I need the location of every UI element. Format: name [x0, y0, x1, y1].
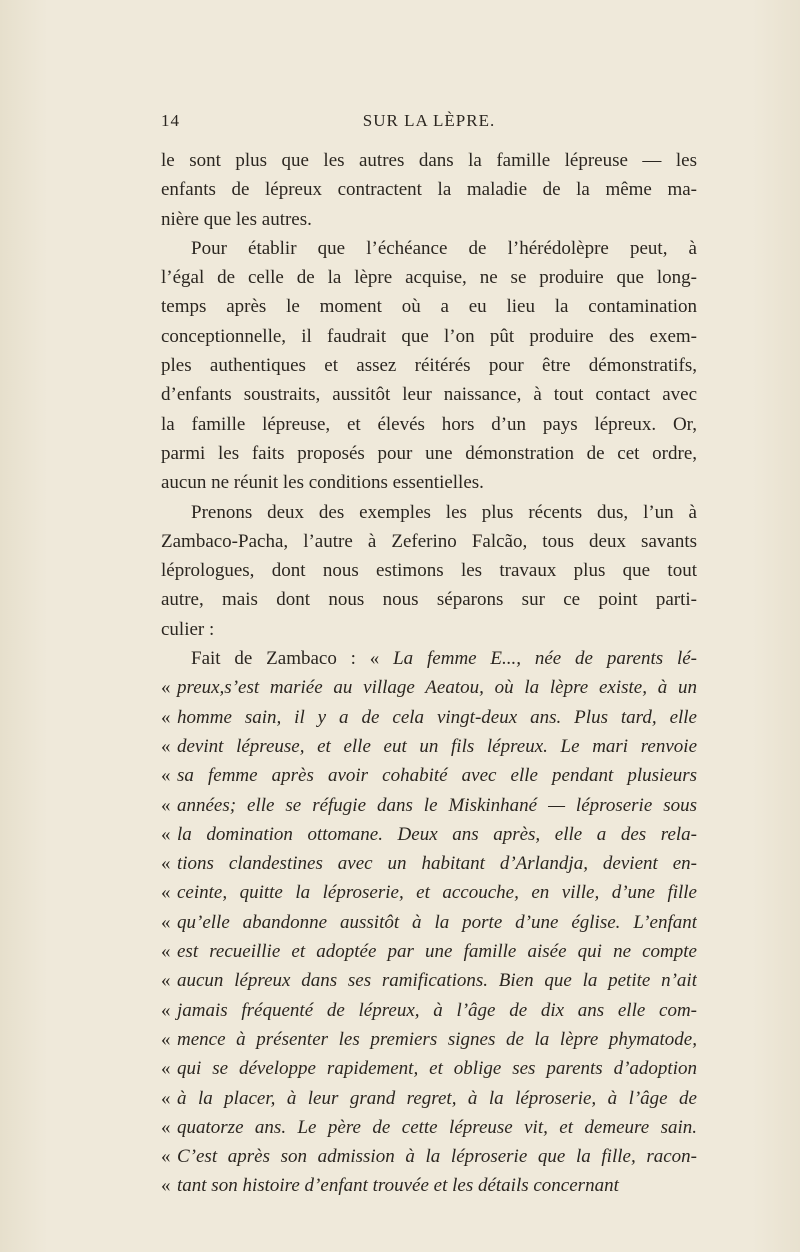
line-text: qu’elle abandonne aussitôt à la porte d’une église. L’enfant: [177, 911, 697, 933]
line-text: années; elle se réfugie dans le Miskinhané — léproserie sous: [177, 794, 697, 816]
text-line: [161, 761, 697, 790]
page-number: 14: [161, 111, 180, 130]
text-line: Zambaco-Pacha, l’autre à Zeferino Falcão, tous deux savants: [161, 530, 697, 552]
text-line: [161, 1084, 697, 1113]
line-text: homme sain, il y a de cela vingt-deux ans. Plus tard, elle: [177, 706, 697, 728]
line-text: aucun lépreux dans ses ramifications. Bien que la petite n’ait: [177, 970, 697, 992]
quote-mark: «: [161, 853, 171, 875]
text-line: [161, 1025, 697, 1054]
line-text: tions clandestines avec un habitant d’Arlandja, devient en-: [177, 853, 697, 875]
text-line: autre, mais dont nous nous séparons sur ce point parti-: [161, 589, 697, 611]
line-text: qui se développe rapidement, et oblige ses parents d’adoption: [177, 1058, 697, 1080]
line-quote-text: La femme E..., née de parents lé-: [393, 648, 697, 670]
text-line: [161, 820, 697, 849]
quote-mark: «: [161, 1028, 171, 1050]
line-text: la domination ottomane. Deux ans après, elle a des rela-: [177, 823, 697, 845]
quote-mark: «: [161, 941, 171, 963]
text-line: [161, 1171, 697, 1200]
text-line: [161, 644, 697, 673]
quote-mark: «: [161, 1116, 171, 1138]
text-line: [161, 937, 697, 966]
running-title: SUR LA LÈPRE.: [362, 111, 496, 130]
running-header: [161, 111, 697, 137]
text-line: ples authentiques et assez réitérés pour être démonstratifs,: [161, 355, 697, 377]
quote-mark: «: [161, 735, 171, 757]
line-text: quatorze ans. Le père de cette lépreuse vit, et demeure sain.: [177, 1116, 697, 1138]
text-line: nière que les autres.: [161, 208, 312, 230]
quote-mark: «: [161, 911, 171, 933]
quote-mark: «: [161, 794, 171, 816]
quote-mark: «: [161, 1175, 171, 1197]
text-line: [161, 1054, 697, 1083]
line-text: mence à présenter les premiers signes de la lèpre phymatode,: [177, 1028, 697, 1050]
text-line: le sont plus que les autres dans la famille lépreuse — les: [161, 150, 697, 171]
quote-mark: «: [161, 999, 171, 1021]
line-lead: Fait de Zambaco : «: [191, 648, 394, 670]
text-line: [161, 1142, 697, 1171]
text-line: [161, 996, 697, 1025]
text-line: [161, 703, 697, 732]
text-line: [161, 966, 697, 995]
quote-mark: «: [161, 765, 171, 787]
text-line: [161, 1113, 697, 1142]
quote-mark: «: [161, 823, 171, 845]
text-line: conceptionnelle, il faudrait que l’on pût produire des exem-: [161, 325, 697, 347]
line-text: sa femme après avoir cohabité avec elle pendant plusieurs: [177, 765, 697, 787]
text-line: [161, 878, 697, 907]
text-line: d’enfants soustraits, aussitôt leur naissance, à tout contact avec: [161, 384, 697, 406]
quote-mark: «: [161, 677, 171, 699]
text-line: temps après le moment où a eu lieu la contamination: [161, 296, 697, 318]
line-text: preux,s’est mariée au village Aeatou, où la lèpre existe, à un: [177, 677, 697, 699]
quote-mark: «: [161, 1058, 171, 1080]
text-line: léprologues, dont nous estimons les travaux plus que tout: [161, 560, 697, 582]
text-line: Prenons deux des exemples les plus récents dus, l’un à: [191, 501, 697, 523]
text-line: aucun ne réunit les conditions essentielles.: [161, 472, 484, 494]
quote-mark: «: [161, 882, 171, 904]
quote-mark: «: [161, 1146, 171, 1168]
text-line: Pour établir que l’échéance de l’hérédolèpre peut, à: [191, 237, 697, 259]
text-line: l’égal de celle de la lèpre acquise, ne se produire que long-: [161, 267, 697, 289]
line-text: ceinte, quitte la léproserie, et accouche, en ville, d’une fille: [177, 882, 697, 904]
text-line: [161, 732, 697, 761]
quote-mark: «: [161, 970, 171, 992]
text-line: [161, 908, 697, 937]
text-line: [161, 791, 697, 820]
line-text: C’est après son admission à la léproserie que la fille, racon-: [177, 1146, 697, 1168]
line-text: devint lépreuse, et elle eut un fils lépreux. Le mari renvoie: [177, 735, 697, 757]
line-text: à la placer, à leur grand regret, à la léproserie, à l’âge de: [177, 1087, 697, 1109]
text-line: enfants de lépreux contractent la maladie de la même ma-: [161, 179, 697, 201]
text-line: parmi les faits proposés pour une démonstration de cet ordre,: [161, 442, 697, 464]
text-line: [161, 673, 697, 702]
line-text: est recueillie et adoptée par une famille aisée qui ne compte: [177, 941, 697, 963]
text-line: culier :: [161, 618, 215, 640]
quote-mark: «: [161, 706, 171, 728]
quote-mark: «: [161, 1087, 171, 1109]
line-text: jamais fréquenté de lépreux, à l’âge de dix ans elle com-: [177, 999, 697, 1021]
text-line: la famille lépreuse, et élevés hors d’un pays lépreux. Or,: [161, 413, 697, 435]
text-line: [161, 849, 697, 878]
line-text: tant son histoire d’enfant trouvée et les détails concernant: [177, 1175, 619, 1197]
body-text: [161, 146, 697, 1201]
